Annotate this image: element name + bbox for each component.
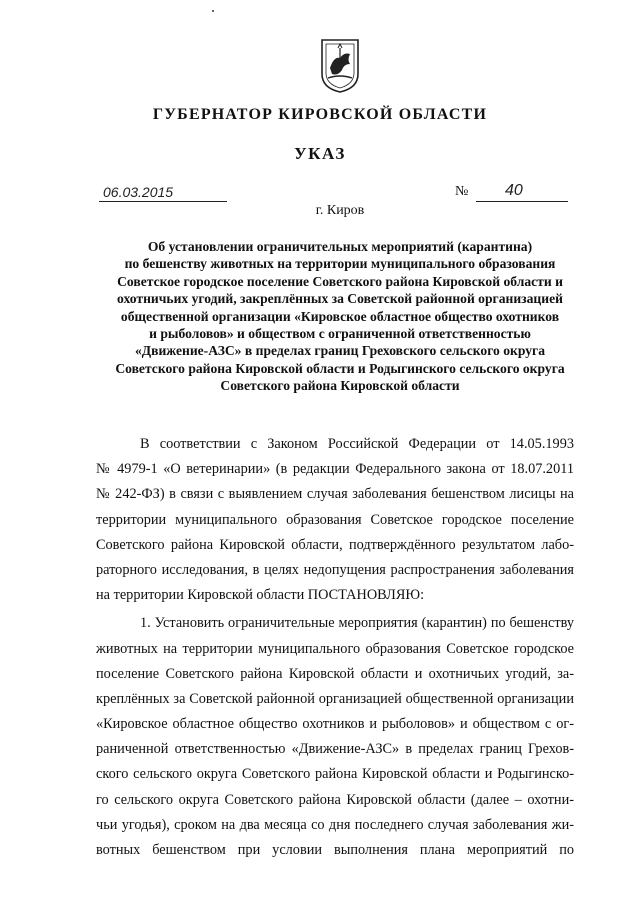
document-type: УКАЗ [294,144,346,163]
body-line: 1. Установить ограничительные мероприятия (карантин) по бешенству [140,615,574,632]
body-line: поселение Советского района Кировской области и охотничьих угодий, за- [96,665,574,682]
body-line: на территории Кировской области ПОСТАНОВЛЯЮ: [96,587,425,604]
issuer-title: ГУБЕРНАТОР КИРОВСКОЙ ОБЛАСТИ [152,106,488,123]
document-number: 40 [505,182,523,199]
heading-line: «Движение-АЗС» в пределах границ Греховского сельского округа [134,343,546,359]
body-line: ского сельского округа Советского района Кировской области и Родыгинско- [96,766,574,783]
body-line: раторного исследования, в целях недопущения распространения заболевания [96,561,574,578]
date-underline [99,201,227,202]
body-line: № 4979-1 «О ветеринарии» (в редакции Федерального закона от 18.07.2011 [96,461,574,478]
document-heading [80,238,600,395]
heading-line: Советского района Кировской области [220,378,460,394]
issue-city: г. Киров [315,203,365,218]
heading-line: Советского района Кировской области и Родыгинского сельского округа [115,360,565,376]
coat-of-arms-icon [320,38,360,94]
body-line: В соответствии с Законом Российской Федерации от 14.05.1993 [140,436,574,452]
body-line: креплённых за Советской районной организацией общественной организации [96,690,574,707]
number-sign: № [455,184,469,199]
scan-speck [212,10,214,12]
document-body [96,432,574,863]
heading-line: общественной организации «Кировское областное общество охотников [120,308,560,324]
body-line: го сельского округа Советского района Кировской области (далее – охотни- [96,791,574,808]
heading-line: Об установлении ограничительных мероприятий (карантина) [147,239,533,254]
body-line: территории муниципального образования Советское городское поселение [96,511,574,528]
body-line: № 242-ФЗ) в связи с выявлением случая заболевания бешенством лисицы на [96,486,574,503]
number-underline [476,201,568,202]
body-line: Советского района Кировской области, подтверждённого результатом лабо- [96,536,574,553]
heading-line: охотничьих угодий, закреплённых за Советской районной организацией [117,291,563,307]
body-line: раниченной ответственностью «Движение-АЗС» в пределах границ Грехов- [96,741,574,758]
body-line: вотных бешенством при условии выполнения плана мероприятий по [96,842,574,858]
body-line: животных на территории муниципального образования Советское городское [96,640,574,657]
document-date: 06.03.2015 [103,184,174,200]
heading-line: по бешенству животных на территории муниципального образования [124,256,556,272]
body-line: «Кировское областное общество охотников и рыболовов» и обществом с ог- [96,716,574,733]
body-line: чьи угодья), сроком на два месяца со дня последнего случая заболевания жи- [96,816,574,833]
heading-line: и рыболовов» и обществом с ограниченной ответственностью [149,326,531,342]
heading-line: Советское городское поселение Советского района Кировской области и [117,273,563,289]
